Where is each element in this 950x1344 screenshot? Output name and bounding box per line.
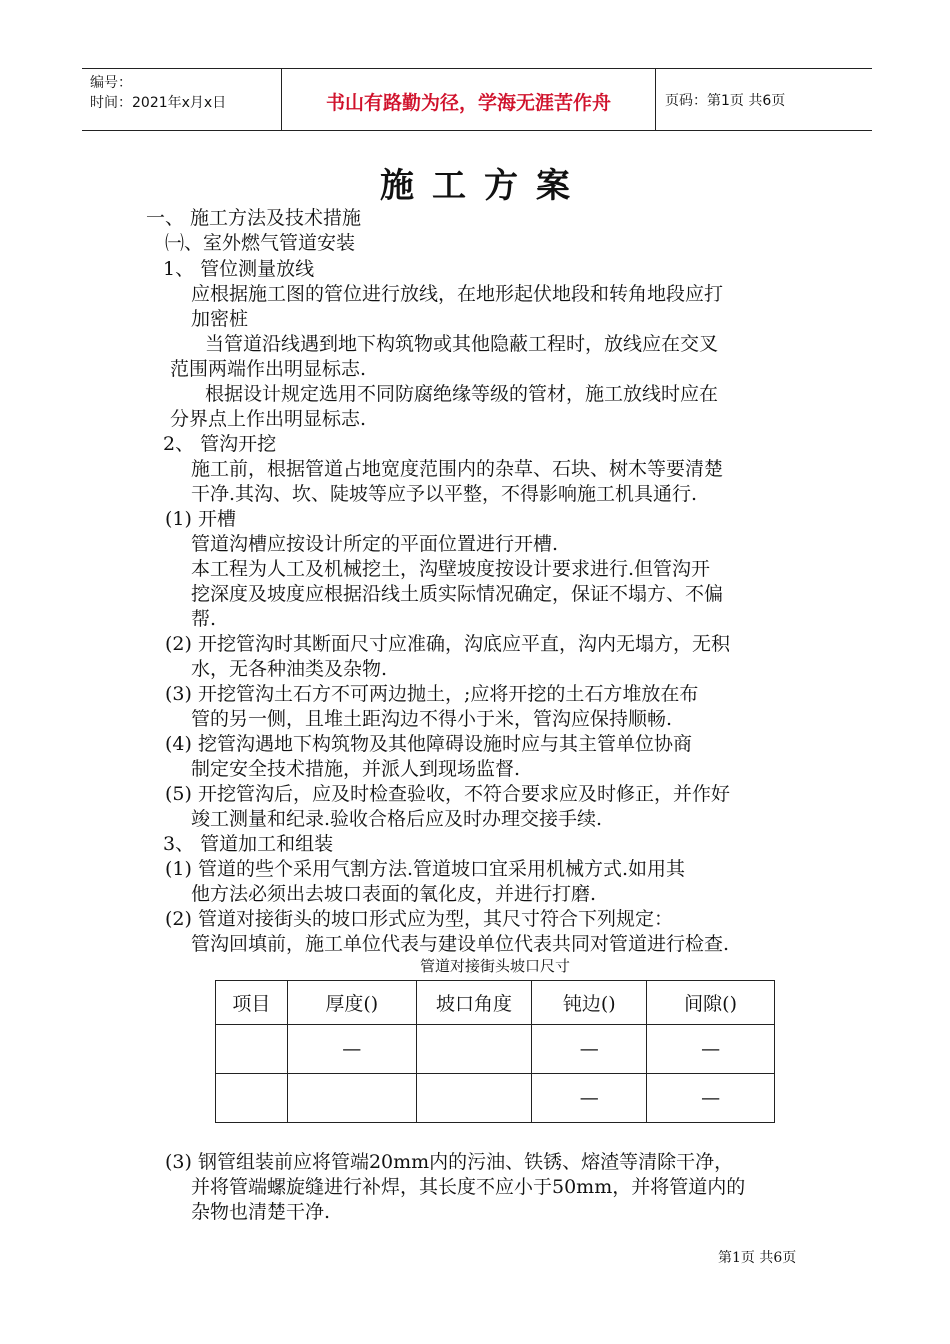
sub-item: (1) 管道的些个采用气割方法.管道坡口宜采用机械方式.如用其 [165, 858, 686, 880]
sub-item: (2) 开挖管沟时其断面尺寸应准确，沟底应平直，沟内无塌方，无积 [165, 633, 730, 655]
item-heading: 1、 管位测量放线 [163, 258, 315, 280]
header-divider [655, 69, 656, 130]
body-line: 管沟回填前，施工单位代表与建设单位代表共同对管道进行检查. [191, 933, 730, 955]
body-line: 制定安全技术措施，并派人到现场监督. [191, 758, 521, 780]
sub-item: (5) 开挖管沟后，应及时检查验收，不符合要求应及时修正，并作好 [165, 783, 730, 805]
table-cell: — [647, 1074, 775, 1123]
sub-item: (1) 开槽 [165, 508, 236, 530]
body-line: 管道沟槽应按设计所定的平面位置进行开槽. [191, 533, 559, 555]
body-line: 他方法必须出去坡口表面的氧化皮，并进行打磨. [191, 883, 597, 905]
table-caption: 管道对接街头坡口尺寸 [419, 957, 570, 975]
header-number: 编号： [90, 75, 132, 91]
header-cell: 项目 [216, 981, 288, 1025]
body-line: 杂物也清楚干净. [191, 1201, 331, 1223]
header-meta [90, 73, 226, 113]
body-line: 应根据施工图的管位进行放线，在地形起伏地段和转角地段应打 [191, 283, 724, 305]
body-line: 分界点上作出明显标志. [170, 408, 367, 430]
body-line: 并将管端螺旋缝进行补焊，其长度不应小于50mm，并将管道内的 [191, 1176, 746, 1198]
body-line: 管的另一侧，且堆土距沟边不得小于米，管沟应保持顺畅. [191, 708, 673, 730]
table-cell: — [287, 1025, 416, 1074]
body-line: 根据设计规定选用不同防腐绝缘等级的管材，施工放线时应在 [205, 383, 719, 405]
header-cell: 厚度() [287, 981, 416, 1025]
table-cell: — [647, 1025, 775, 1074]
bevel-size-table [215, 980, 775, 1123]
table-cell: — [532, 1074, 647, 1123]
table-cell [416, 1025, 532, 1074]
subsection-heading: ㈠、室外燃气管道安装 [165, 232, 356, 254]
body-line: 加密桩 [191, 308, 249, 330]
table-cell [287, 1074, 416, 1123]
header-motto: 书山有路勤为径，学海无涯苦作舟 [325, 92, 611, 114]
header-cell: 钝边() [532, 981, 647, 1025]
table-cell [416, 1074, 532, 1123]
header-time: 时间：2021年x月x日 [90, 95, 227, 111]
body-line: 当管道沿线遇到地下构筑物或其他隐蔽工程时，放线应在交叉 [205, 333, 719, 355]
body-line: 干净.其沟、坎、陡坡等应予以平整，不得影响施工机具通行. [191, 483, 698, 505]
table-row [216, 1025, 775, 1074]
sub-item: (3) 开挖管沟土石方不可两边抛土，;应将开挖的土石方堆放在布 [165, 683, 699, 705]
body-line: 施工前，根据管道占地宽度范围内的杂草、石块、树木等要清楚 [191, 458, 724, 480]
body-line: 竣工测量和纪录.验收合格后应及时办理交接手续. [191, 808, 603, 830]
table-header-row [216, 981, 775, 1025]
sub-item: (4) 挖管沟遇地下构筑物及其他障碍设施时应与其主管单位协商 [165, 733, 692, 755]
item-heading: 3、 管道加工和组装 [163, 833, 334, 855]
body-line: 本工程为人工及机械挖土，沟壁坡度按设计要求进行.但管沟开 [191, 558, 711, 580]
document-title: 施工方案 [380, 166, 588, 206]
section-heading: 一、 施工方法及技术措施 [146, 207, 362, 229]
table-row [216, 1074, 775, 1123]
body-line: 挖深度及坡度应根据沿线土质实际情况确定，保证不塌方、不偏 [191, 583, 724, 605]
header-cell: 坡口角度 [416, 981, 532, 1025]
header-cell: 间隙() [647, 981, 775, 1025]
body-line: 范围两端作出明显标志. [170, 358, 367, 380]
body-line: 帮. [191, 608, 217, 630]
table-cell: — [532, 1025, 647, 1074]
table-cell [216, 1074, 288, 1123]
sub-item: (3) 钢管组装前应将管端20mm内的污油、铁锈、熔渣等清除干净， [165, 1151, 734, 1173]
header-page-number: 页码：第1页 共6页 [665, 93, 786, 109]
body-line: 水，无各种油类及杂物. [191, 658, 388, 680]
table-cell [216, 1025, 288, 1074]
page-header [82, 68, 872, 131]
page-footer: 第1页 共6页 [718, 1250, 797, 1266]
sub-item: (2) 管道对接街头的坡口形式应为型，其尺寸符合下列规定： [165, 908, 673, 930]
item-heading: 2、 管沟开挖 [163, 433, 277, 455]
